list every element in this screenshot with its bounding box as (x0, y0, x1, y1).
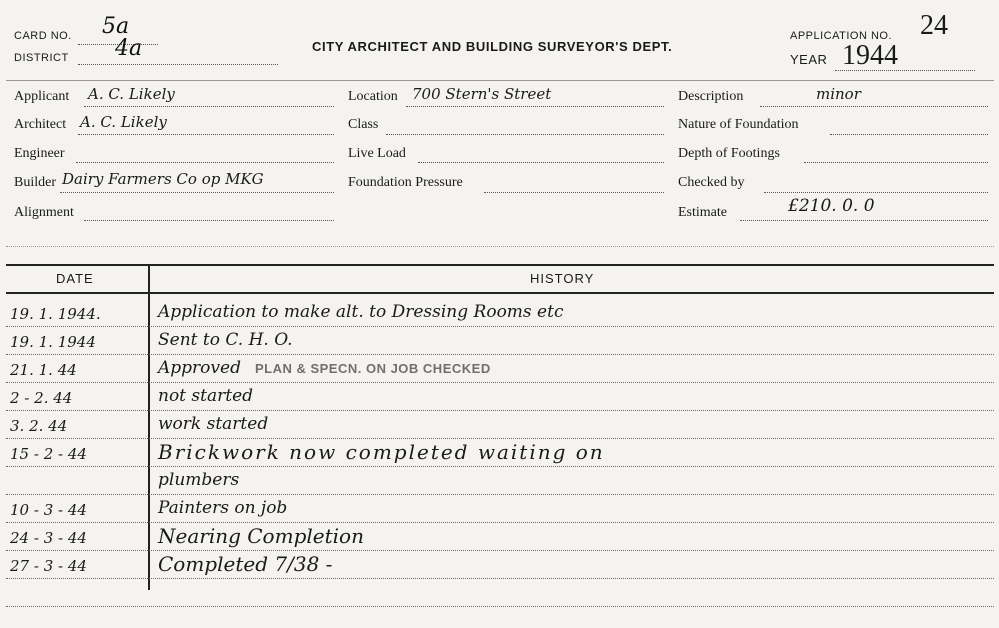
department-title: CITY ARCHITECT AND BUILDING SURVEYOR'S DEPT. (312, 39, 673, 54)
year-line (835, 70, 975, 71)
history-date: 19. 1. 1944. (10, 305, 101, 323)
architect-value: A. C. Likely (80, 113, 167, 131)
foundation-pressure-line (484, 192, 664, 193)
location-label: Location (348, 89, 398, 104)
history-text: not started (158, 386, 254, 406)
card-no-value: 5a (102, 14, 130, 39)
builder-value: Dairy Farmers Co op MKG (62, 170, 264, 188)
year-label: YEAR (790, 52, 828, 67)
district-value: 4a (115, 36, 143, 61)
checked-by-label: Checked by (678, 175, 745, 190)
history-text: work started (158, 414, 269, 434)
applicant-line (84, 106, 334, 107)
year-value: 1944 (842, 40, 898, 71)
checked-by-line (764, 192, 988, 193)
history-top-rule (6, 264, 994, 266)
row-line (6, 410, 994, 411)
description-value: minor (816, 85, 861, 103)
live-load-line (418, 162, 664, 163)
application-no-label: APPLICATION NO. (790, 30, 893, 42)
history-date: 19. 1. 1944 (10, 333, 96, 351)
history-text: Completed 7/38 - (158, 552, 333, 576)
header-divider (6, 80, 994, 81)
history-text: plumbers (158, 470, 240, 490)
class-line (386, 134, 664, 135)
application-no-value: 24 (920, 10, 948, 41)
builder-line (60, 192, 334, 193)
row-line (6, 326, 994, 327)
history-header-rule (6, 292, 994, 294)
history-text: Painters on job (158, 498, 288, 518)
description-line (760, 106, 988, 107)
depth-of-footings-line (804, 162, 988, 163)
nature-of-foundation-line (830, 134, 988, 135)
history-date: 24 - 3 - 44 (10, 529, 87, 547)
fields-divider (6, 246, 994, 247)
estimate-label: Estimate (678, 205, 727, 220)
history-date: 10 - 3 - 44 (10, 501, 87, 519)
row-line (6, 550, 994, 551)
engineer-label: Engineer (14, 146, 65, 161)
applicant-label: Applicant (14, 89, 70, 104)
engineer-line (76, 162, 334, 163)
row-line (6, 382, 994, 383)
history-date: 2 - 2. 44 (10, 389, 73, 407)
depth-of-footings-label: Depth of Footings (678, 146, 780, 161)
alignment-line (84, 220, 334, 221)
estimate-value: £210. 0. 0 (788, 196, 875, 216)
location-line (406, 106, 664, 107)
date-column-header: DATE (56, 271, 94, 286)
architect-line (78, 134, 334, 135)
history-date: 3. 2. 44 (10, 417, 68, 435)
row-line (6, 354, 994, 355)
builder-label: Builder (14, 175, 56, 190)
row-line (6, 466, 994, 467)
district-line (78, 64, 278, 65)
row-line (6, 522, 994, 523)
row-line (6, 606, 994, 607)
description-label: Description (678, 89, 744, 104)
history-text-with-stamp (158, 358, 988, 378)
alignment-label: Alignment (14, 205, 74, 220)
district-label: DISTRICT (14, 52, 69, 64)
applicant-value: A. C. Likely (88, 85, 175, 103)
location-value: 700 Stern's Street (412, 85, 552, 103)
class-label: Class (348, 117, 379, 132)
history-text: Approved (158, 358, 241, 378)
estimate-line (740, 220, 988, 221)
history-date: 15 - 2 - 44 (10, 445, 87, 463)
architect-label: Architect (14, 117, 67, 132)
history-date: 21. 1. 44 (10, 361, 77, 379)
plan-checked-stamp: PLAN & SPECN. ON JOB CHECKED (254, 361, 491, 376)
row-line (6, 438, 994, 439)
history-text: Nearing Completion (158, 524, 364, 548)
row-line (6, 578, 994, 579)
foundation-pressure-label: Foundation Pressure (348, 175, 463, 190)
card-no-label: CARD NO. (14, 30, 72, 42)
row-line (6, 494, 994, 495)
nature-of-foundation-label: Nature of Foundation (678, 117, 799, 132)
history-date: 27 - 3 - 44 (10, 557, 87, 575)
live-load-label: Live Load (348, 146, 406, 161)
history-text: Application to make alt. to Dressing Rooms etc (158, 302, 564, 322)
history-text: Sent to C. H. O. (158, 330, 293, 350)
history-column-header: HISTORY (530, 271, 595, 286)
history-text: Brickwork now completed waiting on (158, 440, 605, 464)
